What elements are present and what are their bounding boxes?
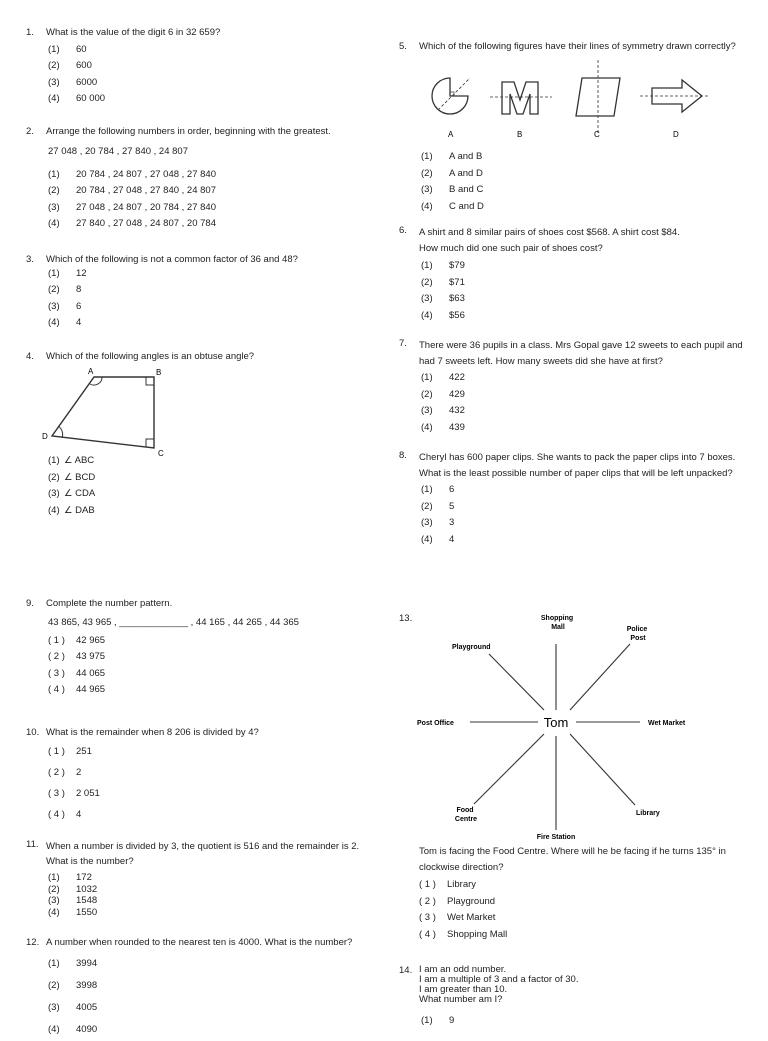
question-number: 8. xyxy=(399,450,407,461)
question-7 xyxy=(399,338,749,436)
label-police-post-line2: Post xyxy=(630,635,646,642)
question-number: 10. xyxy=(26,727,40,738)
option[interactable]: ( 2 ) 43 975 xyxy=(48,651,106,663)
option[interactable]: (2) 600 xyxy=(48,60,92,72)
figure-d xyxy=(640,80,710,112)
options xyxy=(48,953,386,1041)
option[interactable]: (3) $63 xyxy=(421,293,465,304)
label-library: Library xyxy=(636,810,660,817)
option[interactable]: ( 1 ) 42 965 xyxy=(48,634,106,646)
option[interactable]: (1) A and B xyxy=(421,151,483,162)
option[interactable]: (4) $56 xyxy=(421,309,465,321)
question-14 xyxy=(399,965,749,1030)
question-text: I am an odd number. I am a multiple of 3 and a factor of 30. I am greater than 10. What number am I? xyxy=(419,964,579,1005)
label-shopping-mall xyxy=(541,615,575,631)
option[interactable]: (1) $79 xyxy=(421,260,465,271)
question-text: Complete the number pattern. xyxy=(46,598,173,609)
question-text: When a number is divided by 3, the quotient is 516 and the remainder is 2. What is the number? xyxy=(46,841,360,867)
figure-c xyxy=(576,60,620,134)
question-3 xyxy=(26,254,376,332)
label-food-centre-line2: Centre xyxy=(454,816,478,823)
compass-lines xyxy=(470,644,640,830)
vertex-label-a: A xyxy=(88,367,94,376)
question-text: Arrange the following numbers in order, beginning with the greatest. xyxy=(46,126,331,137)
option[interactable]: (2) 5 xyxy=(421,500,455,512)
question-text: Cheryl has 600 paper clips. She wants to pack the paper clips into 7 boxes. What is the least possible number of paper clips that will be left unpacked? xyxy=(419,452,736,479)
question-number: 6. xyxy=(399,225,407,236)
question-4 xyxy=(26,351,376,363)
vertex-label-c: C xyxy=(158,449,164,458)
question-5-options xyxy=(421,149,621,215)
vertex-label-b: B xyxy=(156,368,162,377)
question-2 xyxy=(26,126,376,233)
option[interactable]: ( 1 ) Library xyxy=(419,879,477,890)
option[interactable]: (1) ∠ ABC xyxy=(48,455,95,466)
question-number: 7. xyxy=(399,338,407,349)
figure-label-d: D xyxy=(673,130,679,139)
question-10 xyxy=(26,727,386,825)
option[interactable]: ( 1 ) 251 xyxy=(48,745,92,757)
question-number: 3. xyxy=(26,254,34,265)
option[interactable]: (1) 20 784 , 24 807 , 27 048 , 27 840 xyxy=(48,168,216,180)
question-9 xyxy=(26,598,386,699)
question-text: A number when rounded to the nearest ten is 4000. What is the number? xyxy=(46,937,353,948)
option[interactable]: ( 2 ) Playground xyxy=(419,895,496,907)
question-13-number: 13. xyxy=(399,613,413,624)
option[interactable]: (3) 3 xyxy=(421,517,455,528)
option[interactable]: (4) ∠ DAB xyxy=(48,504,95,516)
question-text: A shirt and 8 similar pairs of shoes cost $568. A shirt cost $84. How much did one such pair of shoes cost? xyxy=(419,227,680,254)
question-number: 14. xyxy=(399,965,413,976)
option[interactable]: (3) 6 xyxy=(48,300,82,312)
option[interactable]: (1) 60 xyxy=(48,43,87,55)
options xyxy=(48,167,376,233)
option[interactable]: (1) 422 xyxy=(421,372,465,383)
option[interactable]: ( 3 ) 2 051 xyxy=(48,787,100,799)
question-8 xyxy=(399,450,749,548)
option[interactable]: (4) 4 xyxy=(421,533,455,545)
question-1 xyxy=(26,27,376,108)
option[interactable]: ( 2 ) 2 xyxy=(48,766,82,778)
option[interactable]: (4) 4 xyxy=(48,317,82,329)
question-number: 9. xyxy=(26,598,34,609)
options xyxy=(421,482,749,548)
options xyxy=(421,258,749,324)
question-number: 11. xyxy=(26,839,39,850)
question-6 xyxy=(399,225,749,324)
question-text: What is the value of the digit 6 in 32 659? xyxy=(46,27,221,38)
label-police-post-line1: Police xyxy=(626,626,648,633)
option[interactable]: (4) C and D xyxy=(421,200,484,212)
question-13 xyxy=(419,844,749,943)
option[interactable]: ( 4 ) 44 965 xyxy=(48,684,106,696)
label-food-centre xyxy=(455,807,477,823)
options xyxy=(48,741,386,825)
option[interactable]: (4) 27 840 , 27 048 , 24 807 , 20 784 xyxy=(48,218,216,230)
quadrilateral-figure xyxy=(36,366,176,461)
option[interactable]: (3) 6000 xyxy=(48,76,98,88)
option[interactable]: (1) 12 xyxy=(48,267,87,279)
question-4-options xyxy=(48,453,248,519)
options xyxy=(421,1013,749,1030)
option[interactable]: (2) $71 xyxy=(421,276,465,288)
option[interactable]: ( 4 ) Shopping Mall xyxy=(419,928,508,940)
question-number: 12. xyxy=(26,937,40,948)
question-number: 5. xyxy=(399,41,407,52)
option[interactable]: (3) 1548 xyxy=(48,895,98,906)
option[interactable]: ( 4 ) 4 xyxy=(48,808,82,820)
option[interactable]: ( 3 ) 44 065 xyxy=(48,667,106,679)
figure-label-c: C xyxy=(594,130,600,139)
option[interactable]: (3) 432 xyxy=(421,405,465,416)
question-number: 4. xyxy=(26,351,34,362)
question-text: Tom is facing the Food Centre. Where will he be facing if he turns 135° in clockwise direction? xyxy=(419,846,726,873)
label-post-office: Post Office xyxy=(417,720,454,727)
option[interactable]: ( 3 ) Wet Market xyxy=(419,912,496,923)
label-wet-market: Wet Market xyxy=(648,720,686,727)
label-fire-station: Fire Station xyxy=(536,834,576,841)
option[interactable]: (2) 1032 xyxy=(48,883,98,895)
option[interactable]: (1) 172 xyxy=(48,872,92,883)
option[interactable]: (3) ∠ CDA xyxy=(48,488,96,499)
question-text: Which of the following angles is an obtuse angle? xyxy=(46,351,255,362)
options xyxy=(48,633,386,699)
question-text: There were 36 pupils in a class. Mrs Gopal gave 12 sweets to each pupil and had 7 sweets left. How many sweets did she have at first? xyxy=(419,340,743,367)
question-number: 2. xyxy=(26,126,34,137)
option[interactable]: (1) 3994 xyxy=(48,957,98,969)
label-police-post xyxy=(627,626,650,642)
question-text: Which of the following is not a common factor of 36 and 48? xyxy=(46,254,298,265)
option[interactable]: (4) 1550 xyxy=(48,906,98,918)
label-shopping-mall-line1: Shopping xyxy=(540,615,574,622)
options xyxy=(48,872,386,918)
compass-center-label: Tom xyxy=(543,715,569,730)
option[interactable]: (3) 4005 xyxy=(48,1001,98,1013)
option[interactable]: (4) 439 xyxy=(421,421,465,433)
symmetry-figures xyxy=(420,56,720,142)
label-food-centre-line1: Food xyxy=(456,807,474,814)
options xyxy=(419,877,749,943)
number-pattern: 43 865, 43 965 , _____________ , 44 165 , 44 265 , 44 365 xyxy=(48,616,299,628)
option[interactable]: (3) B and C xyxy=(421,184,484,195)
option[interactable]: (2) 20 784 , 27 048 , 27 840 , 24 807 xyxy=(48,185,216,197)
question-5 xyxy=(399,41,749,53)
option[interactable]: (3) 27 048 , 24 807 , 20 784 , 27 840 xyxy=(48,201,216,213)
figure-a xyxy=(432,78,470,114)
option[interactable]: (4) 4090 xyxy=(48,1023,98,1035)
question-12 xyxy=(26,937,386,1041)
option[interactable]: (2) 8 xyxy=(48,284,82,296)
option[interactable]: (4) 60 000 xyxy=(48,93,106,105)
option[interactable]: (2) ∠ BCD xyxy=(48,471,96,483)
question-number: 1. xyxy=(26,27,34,38)
question-text: Which of the following figures have their lines of symmetry drawn correctly? xyxy=(419,41,736,52)
options xyxy=(421,370,749,436)
options xyxy=(48,42,376,108)
option[interactable]: (1) 6 xyxy=(421,484,455,495)
figure-label-a: A xyxy=(448,130,454,139)
compass-map xyxy=(410,610,730,844)
option[interactable]: (2) 429 xyxy=(421,388,465,400)
vertex-label-d: D xyxy=(42,432,48,441)
option[interactable]: (1) 9 xyxy=(421,1015,455,1026)
figure-label-b: B xyxy=(517,130,523,139)
options xyxy=(48,266,376,332)
label-playground: Playground xyxy=(452,644,491,651)
option[interactable]: (2) A and D xyxy=(421,167,483,179)
question-11 xyxy=(26,839,386,918)
number-list: 27 048 , 20 784 , 27 840 , 24 807 xyxy=(48,145,188,157)
question-text: What is the remainder when 8 206 is divided by 4? xyxy=(46,727,259,738)
figure-b xyxy=(490,82,552,114)
label-shopping-mall-line2: Mall xyxy=(551,624,565,631)
option[interactable]: (2) 3998 xyxy=(48,979,98,991)
